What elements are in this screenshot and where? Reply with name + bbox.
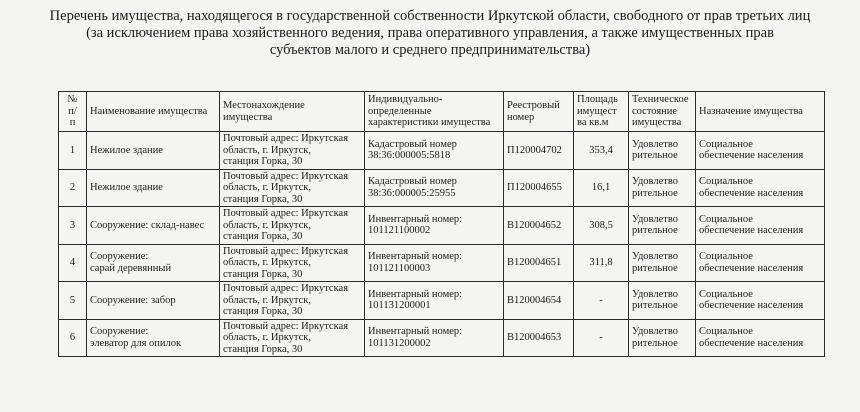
row-location-line: область, г. Иркутск, <box>223 219 312 231</box>
row-num: 3 <box>59 207 87 245</box>
row-area: 353,4 <box>574 132 629 170</box>
header-location-line: Местонахождение <box>223 100 305 111</box>
row-area: 16,1 <box>574 169 629 207</box>
row-registry: В120004652 <box>504 207 574 245</box>
row-name-line: Сооружение: <box>90 251 149 263</box>
row-name <box>87 132 220 170</box>
row-condition-line: Удовлетво <box>632 138 678 150</box>
header-area-line: имущест <box>577 105 617 117</box>
row-characteristics <box>365 207 504 245</box>
row-condition <box>629 132 696 170</box>
header-characteristics-line: определенные <box>368 105 432 117</box>
row-location <box>220 207 365 245</box>
header-characteristics-line: характеристики имущества <box>368 117 491 129</box>
row-purpose-line: обеспечение населения <box>699 187 804 199</box>
row-area: 311,8 <box>574 244 629 282</box>
row-condition-line: Удовлетво <box>632 213 678 225</box>
row-location-line: станция Горка, 30 <box>223 231 303 242</box>
header-condition <box>629 92 696 132</box>
title-line-3: субъектов малого и среднего предпринимательства) <box>269 42 591 58</box>
row-purpose <box>696 244 825 282</box>
row-num: 6 <box>59 319 87 357</box>
row-purpose-line: Социальное <box>699 326 753 338</box>
document-title <box>0 8 860 59</box>
row-name <box>87 169 220 207</box>
table-header-row <box>59 92 825 132</box>
row-characteristics <box>365 319 504 357</box>
row-location-line: область, г. Иркутск, <box>223 294 312 306</box>
row-name <box>87 207 220 245</box>
row-location <box>220 132 365 170</box>
row-characteristics-line: Инвентарный номер: <box>368 213 463 225</box>
row-num: 2 <box>59 169 87 207</box>
row-name-line: Сооружение: склад-навес <box>90 219 205 231</box>
row-name-line: Сооружение: <box>90 326 149 338</box>
row-location <box>220 319 365 357</box>
row-location-line: Почтовый адрес: Иркутская <box>223 283 349 294</box>
row-area: - <box>574 282 629 320</box>
row-characteristics-line: Кадастровый номер <box>368 138 457 150</box>
row-condition-line: рительное <box>632 262 678 274</box>
row-characteristics <box>365 169 504 207</box>
row-location-line: Почтовый адрес: Иркутская <box>223 320 349 332</box>
row-registry: П120004702 <box>504 132 574 170</box>
table-row <box>59 319 825 357</box>
table-body <box>59 132 825 357</box>
row-purpose <box>696 207 825 245</box>
row-name <box>87 319 220 357</box>
row-location-line: область, г. Иркутск, <box>223 144 312 156</box>
row-location-line: станция Горка, 30 <box>223 156 303 167</box>
row-condition <box>629 319 696 357</box>
row-num: 4 <box>59 244 87 282</box>
row-location-line: Почтовый адрес: Иркутская <box>223 133 349 144</box>
row-purpose-line: обеспечение населения <box>699 300 804 312</box>
header-condition-line: Техническое <box>632 94 689 106</box>
row-location <box>220 282 365 320</box>
row-purpose-line: обеспечение населения <box>699 262 804 274</box>
row-purpose-line: обеспечение населения <box>699 225 804 237</box>
row-registry: В120004651 <box>504 244 574 282</box>
row-name-line: Сооружение: забор <box>90 294 176 306</box>
table-row <box>59 169 825 207</box>
row-purpose-line: Социальное <box>699 138 753 150</box>
row-location-line: область, г. Иркутск, <box>223 182 312 193</box>
row-purpose-line: Социальное <box>699 176 753 188</box>
row-purpose-line: Социальное <box>699 213 753 225</box>
row-location-line: станция Горка, 30 <box>223 268 303 280</box>
row-location-line: Почтовый адрес: Иркутская <box>223 245 349 257</box>
header-characteristics <box>365 92 504 132</box>
row-characteristics-line: 101131200002 <box>368 337 431 349</box>
row-condition-line: Удовлетво <box>632 326 678 338</box>
header-location <box>220 92 365 132</box>
row-name <box>87 282 220 320</box>
header-condition-line: состояние <box>632 105 678 117</box>
row-location-line: область, г. Иркутск, <box>223 332 312 343</box>
row-condition-line: Удовлетво <box>632 176 678 188</box>
row-purpose <box>696 282 825 320</box>
row-location-line: Почтовый адрес: Иркутская <box>223 170 349 182</box>
row-condition <box>629 282 696 320</box>
row-purpose-line: обеспечение населения <box>699 150 804 162</box>
row-characteristics <box>365 244 504 282</box>
row-characteristics-line: Кадастровый номер <box>368 176 457 188</box>
header-num-line: п/ <box>68 105 77 117</box>
row-condition-line: рительное <box>632 300 678 312</box>
header-purpose: Назначение имущества <box>696 92 825 132</box>
row-condition <box>629 207 696 245</box>
row-characteristics-line: 38:36:000005:5818 <box>368 150 451 162</box>
row-registry: В120004654 <box>504 282 574 320</box>
header-area-line: Площадь <box>577 94 618 106</box>
row-location-line: станция Горка, 30 <box>223 306 303 317</box>
row-characteristics-line: Инвентарный номер: <box>368 251 463 263</box>
row-name <box>87 244 220 282</box>
header-area <box>574 92 629 132</box>
row-name-line: элеватор для опилок <box>90 337 182 349</box>
row-location-line: Почтовый адрес: Иркутская <box>223 208 349 219</box>
row-characteristics-line: 101121100003 <box>368 262 431 274</box>
header-condition-line: имущества <box>632 117 682 129</box>
row-characteristics-line: 101121100002 <box>368 225 431 237</box>
row-characteristics-line: Инвентарный номер: <box>368 288 463 300</box>
row-location <box>220 244 365 282</box>
row-purpose-line: обеспечение населения <box>699 337 804 349</box>
row-purpose <box>696 132 825 170</box>
row-area: 308,5 <box>574 207 629 245</box>
header-num <box>59 92 87 132</box>
row-characteristics <box>365 282 504 320</box>
row-characteristics <box>365 132 504 170</box>
row-condition-line: рительное <box>632 150 678 162</box>
row-name-line: Нежилое здание <box>90 182 163 193</box>
header-registry-line: Реестровый <box>507 100 560 111</box>
row-condition-line: рительное <box>632 337 678 349</box>
title-line-1: Перечень имущества, находящегося в государственной собственности Иркутской области, свободного от прав третьих лиц <box>49 8 811 24</box>
header-num-line: п <box>69 117 76 129</box>
table-row <box>59 132 825 170</box>
row-name-line: сарай деревянный <box>90 262 172 274</box>
property-table <box>58 91 825 357</box>
header-registry-line: номер <box>507 111 535 123</box>
row-condition <box>629 244 696 282</box>
row-condition <box>629 169 696 207</box>
title-line-2: (за исключением права хозяйственного ведения, права оперативного управления, а также имущественных прав <box>86 25 774 41</box>
row-purpose <box>696 319 825 357</box>
row-characteristics-line: 38:36:000005:25955 <box>368 187 456 199</box>
row-purpose-line: Социальное <box>699 288 753 300</box>
row-condition-line: Удовлетво <box>632 288 678 300</box>
header-num-line: № <box>67 94 78 106</box>
row-location <box>220 169 365 207</box>
row-purpose <box>696 169 825 207</box>
table-row <box>59 282 825 320</box>
header-characteristics-line: Индивидуально- <box>368 94 443 106</box>
table-row <box>59 207 825 245</box>
row-location-line: станция Горка, 30 <box>223 343 303 355</box>
row-condition-line: Удовлетво <box>632 251 678 263</box>
row-purpose-line: Социальное <box>699 251 753 263</box>
header-registry <box>504 92 574 132</box>
row-name-line: Нежилое здание <box>90 144 163 156</box>
row-characteristics-line: Инвентарный номер: <box>368 326 463 338</box>
row-num: 5 <box>59 282 87 320</box>
header-area-line: ва кв.м <box>577 117 609 129</box>
row-area: - <box>574 319 629 357</box>
row-location-line: станция Горка, 30 <box>223 193 303 205</box>
row-registry: П120004655 <box>504 169 574 207</box>
row-characteristics-line: 101131200001 <box>368 300 431 312</box>
row-num: 1 <box>59 132 87 170</box>
row-condition-line: рительное <box>632 187 678 199</box>
row-registry: В120004653 <box>504 319 574 357</box>
header-location-line: имущества <box>223 111 273 123</box>
header-name: Наименование имущества <box>87 92 220 132</box>
header-num-lines <box>62 94 83 129</box>
table-row <box>59 244 825 282</box>
row-condition-line: рительное <box>632 225 678 237</box>
row-location-line: область, г. Иркутск, <box>223 257 312 268</box>
